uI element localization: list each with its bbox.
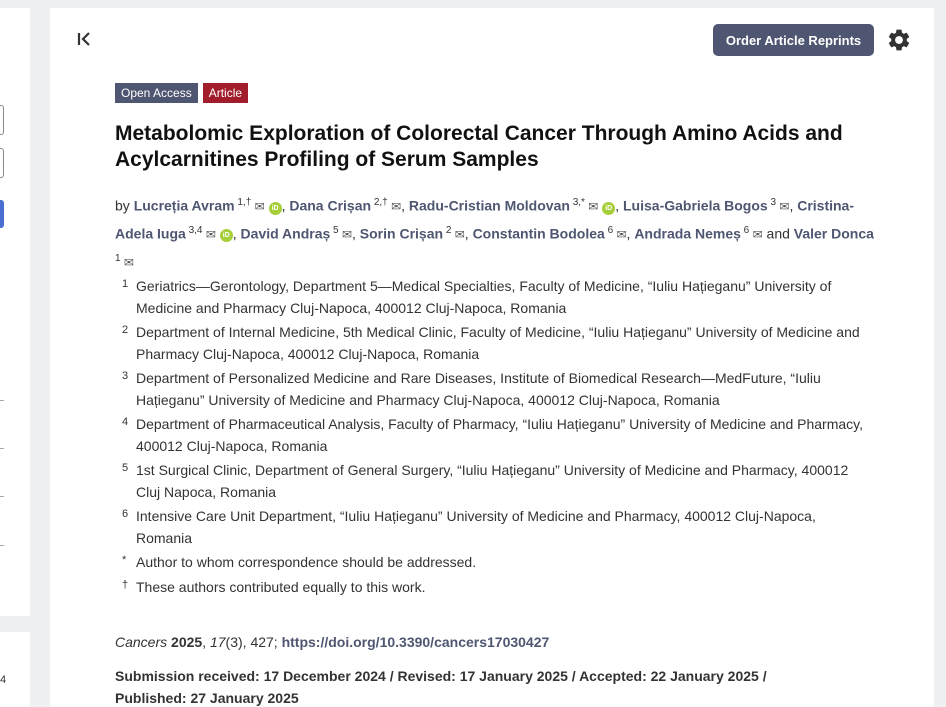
citation-pages: , 427;	[242, 634, 282, 650]
left-edge-number: 4	[0, 674, 7, 686]
open-access-tag[interactable]: Open Access	[115, 83, 198, 103]
author-list: by Lucreția Avram $^{1,\dagger}$ ✉ iD , Dana Crișan $^{2,\dagger}$ ✉, Radu-Cristian Moldovan $^{3,*}$ ✉ iD , Luisa-Gabriela Bogos $^3$ ✉, Cristina-Adela Iuga $^{3,4}$ ✉ iD , David Andraș $^5$ ✉, Sorin Crișan $^2$ ✉, Constantin Bodolea $^6$ ✉, Andrada Nemeș $^6$ ✉ and Valer Donca $^1$ ✉	[115, 197, 874, 270]
affiliation-number: 4	[122, 416, 129, 428]
affiliation-text: Department of Internal Medicine, 5th Medical Clinic, Faculty of Medicine, “Iuliu Hațieganu” University of Medicine and Pharmacy Cluj-Napoca, 400012 Cluj-Napoca, Romania	[136, 324, 860, 362]
sidebar-input-2[interactable]	[0, 148, 4, 178]
affiliation-text: Department of Pharmaceutical Analysis, Faculty of Pharmacy, “Iuliu Hațieganu” University of Medicine and Pharmacy, 400012 Cluj-Napoca, Romania	[136, 416, 864, 454]
journal-name: Cancers	[115, 634, 168, 650]
email-icon[interactable]: ✉	[776, 199, 790, 214]
gear-icon[interactable]	[886, 27, 912, 53]
by-label: by	[115, 197, 130, 214]
author-affiliation-sup: 3,4	[185, 224, 203, 236]
article-title: Metabolomic Exploration of Colorectal Cancer Through Amino Acids and Acylcarnitines Profiling of Serum Samples	[115, 122, 843, 171]
sidebar-divider	[0, 448, 4, 449]
email-icon[interactable]: ✉	[451, 227, 465, 242]
left-sidebar-lower	[0, 632, 30, 707]
citation: Cancers 2025, 17(3), 427; https://doi.org/10.3390/cancers17030427	[115, 634, 550, 650]
email-icon[interactable]: ✉	[613, 227, 627, 242]
submission-dates: Submission received: 17 December 2024 / Revised: 17 January 2025 / Accepted: 22 January 2025 / Published: 27 January 2025	[115, 668, 767, 706]
affiliation-item	[115, 460, 875, 503]
article-panel	[50, 8, 934, 707]
author-affiliation-sup: 1	[115, 253, 121, 265]
orcid-icon[interactable]: iD	[602, 202, 615, 215]
author-name[interactable]: Lucreția Avram	[133, 197, 235, 214]
author-name[interactable]: Valer Donca	[793, 225, 874, 242]
author-name[interactable]: Andrada Nemeș	[634, 225, 741, 242]
orcid-icon[interactable]: iD	[269, 202, 282, 215]
affiliation-item	[115, 552, 875, 574]
affiliation-text: These authors contributed equally to this work.	[136, 578, 426, 595]
sidebar-button[interactable]	[0, 200, 4, 228]
affiliation-item	[115, 368, 875, 411]
affiliation-text: Author to whom correspondence should be addressed.	[136, 554, 477, 570]
sidebar-divider	[0, 400, 4, 401]
email-icon[interactable]: ✉	[120, 255, 134, 270]
affiliation-text: Department of Personalized Medicine and Rare Diseases, Institute of Biomedical Research—MedFuture, “Iuliu Hațieganu” University of Medicine and Pharmacy Cluj-Napoca, 400012 Cluj-Napoca, Romania	[136, 370, 821, 408]
author-affiliation-sup: 3,*	[569, 197, 585, 208]
affiliation-item	[115, 414, 875, 457]
author-name[interactable]: Constantin Bodolea	[472, 225, 605, 242]
affiliation-number: 3	[122, 370, 129, 382]
article-type-tag: Article	[203, 83, 248, 103]
email-icon[interactable]: ✉	[251, 199, 265, 214]
email-icon[interactable]: ✉	[387, 199, 402, 214]
author-name[interactable]: Luisa-Gabriela Bogos	[623, 197, 768, 214]
affiliation-number: †	[122, 578, 129, 591]
citation-issue: (3)	[225, 634, 243, 650]
doi-link[interactable]: https://doi.org/10.3390/cancers17030427	[281, 634, 550, 650]
sidebar-divider	[0, 545, 4, 546]
collapse-sidebar-icon[interactable]	[76, 30, 94, 54]
affiliation-number: 5	[122, 462, 129, 474]
affiliation-text: Intensive Care Unit Department, “Iuliu Hațieganu” University of Medicine and Pharmacy, 400012 Cluj-Napoca, Romania	[136, 508, 816, 546]
affiliation-number: 1	[122, 278, 129, 290]
sidebar-divider	[0, 496, 4, 497]
author-name[interactable]: Radu-Cristian Moldovan	[408, 197, 570, 214]
article-tags	[115, 83, 248, 103]
author-name[interactable]: Dana Crișan	[289, 197, 372, 214]
author-name[interactable]: Sorin Crișan	[359, 225, 444, 242]
citation-year: 2025	[171, 634, 203, 650]
affiliation-number: 2	[122, 324, 129, 336]
affiliation-item	[115, 577, 875, 599]
author-name[interactable]: Cristina-Adela Iuga	[115, 197, 855, 242]
affiliation-text: Geriatrics—Gerontology, Department 5—Medical Specialties, Faculty of Medicine, “Iuliu Hațieganu” University of Medicine and Pharmacy Cluj-Napoca, 400012 Cluj-Napoca, Romania	[136, 278, 832, 316]
author-affiliation-sup: 1,†	[234, 197, 252, 208]
author-affiliation-sup: 2,†	[371, 197, 388, 208]
email-icon[interactable]: ✉	[584, 199, 599, 214]
email-icon[interactable]: ✉	[338, 227, 353, 242]
email-icon[interactable]: ✉	[749, 227, 763, 242]
author-name[interactable]: David Andraș	[240, 225, 331, 242]
affiliations-list	[115, 276, 875, 601]
affiliation-item	[115, 276, 875, 319]
affiliation-item	[115, 506, 875, 549]
affiliation-text: 1st Surgical Clinic, Department of General Surgery, “Iuliu Hațieganu” University of Medicine and Pharmacy, 400012 Cluj Napoca, Romania	[136, 462, 849, 500]
affiliation-number: 6	[122, 508, 129, 520]
left-sidebar	[0, 8, 30, 616]
author-affiliation-sup: 6	[604, 224, 614, 236]
author-affiliation-sup: 3	[767, 197, 777, 208]
author-affiliation-sup: 2	[443, 224, 452, 236]
sidebar-input-1[interactable]	[0, 105, 4, 135]
orcid-icon[interactable]: iD	[220, 229, 233, 242]
affiliation-item	[115, 322, 875, 365]
order-reprints-button[interactable]: Order Article Reprints	[713, 24, 874, 56]
affiliation-number: *	[122, 554, 127, 566]
email-icon[interactable]: ✉	[202, 227, 216, 242]
author-affiliation-sup: 5	[330, 224, 339, 236]
citation-volume: 17	[209, 634, 226, 650]
author-affiliation-sup: 6	[740, 224, 750, 236]
